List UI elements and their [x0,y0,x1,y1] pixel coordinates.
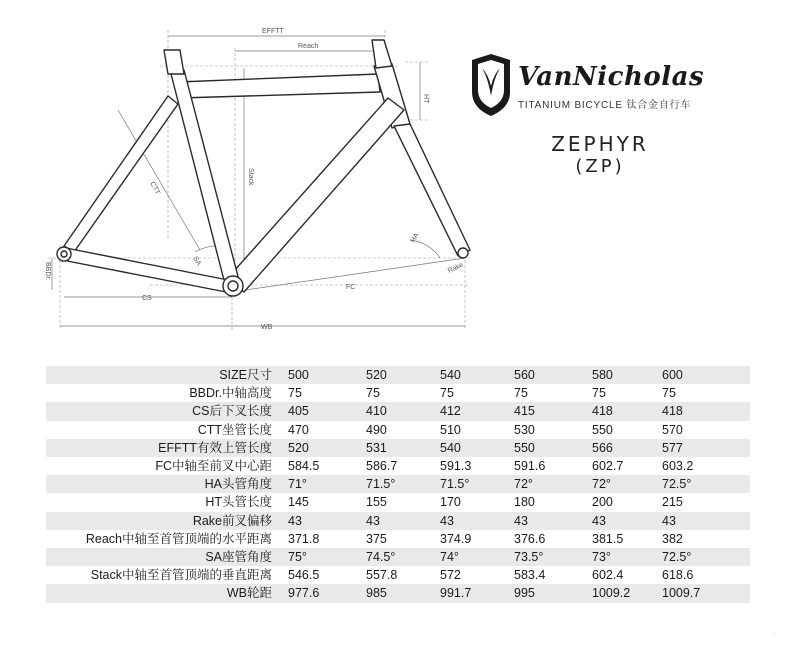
row-label: HA头管角度 [46,475,282,493]
table-cell: 584.5 [288,459,320,474]
table-cell: 71.5° [360,475,434,493]
model-name: ZEPHYR [551,132,649,156]
table-cell: 72.5° [656,475,750,493]
label-fc: FC [346,284,356,291]
row-label: CS后下叉长度 [46,402,282,420]
table-cell: 550 [508,439,586,457]
brand-block [470,48,770,128]
table-cell: 520 [360,366,434,384]
table-cell: 577 [656,439,750,457]
table-cell: 170 [440,495,461,510]
label-ctt: CTT [148,180,161,196]
table-row [46,548,750,566]
table-cell: 43 [508,512,586,530]
table-row [46,475,750,493]
table-cell: 557.8 [366,568,398,583]
table-cell: 540 [434,366,508,384]
table-cell: 602.7 [592,459,624,474]
table-cell: 560 [508,366,586,384]
table-cell: 75 [440,386,454,401]
row-label: EFFTT有效上管长度 [46,439,282,457]
model-code: (ZP) [575,156,625,177]
table-cell: 72° [508,475,586,493]
table-cell: 591.3 [440,459,472,474]
table-cell: 566 [586,439,656,457]
table-row [46,584,750,602]
table-cell: 572 [440,568,461,583]
table-cell: 546.5 [288,568,320,583]
table-row [46,512,750,530]
table-cell: 71° [282,475,360,493]
table-cell: 215 [662,495,683,510]
table-cell: 374.9 [440,531,472,546]
table-cell: 540 [434,439,508,457]
table-cell: 410 [360,402,434,420]
table-cell: 985 [360,584,434,602]
table-cell: 602.4 [592,568,624,583]
table-cell: 73.5° [508,548,586,566]
table-cell: 72° [586,475,656,493]
table-cell: 550 [592,422,613,437]
table-row [46,566,750,584]
brand-logo-icon [470,52,512,118]
table-cell: 43 [282,512,360,530]
table-cell: 1009.7 [656,584,750,602]
row-label: Stack中轴至首管顶端的垂直距离 [90,568,272,583]
table-cell: 618.6 [662,568,694,583]
table-cell: 977.6 [282,584,360,602]
table-cell: 180 [514,495,535,510]
table-row [46,530,750,548]
table-cell: 73° [586,548,656,566]
row-label: BBDr.中轴高度 [189,386,272,401]
table-row [46,366,750,384]
corner-mark: · [774,630,776,636]
table-cell: 500 [282,366,360,384]
table-cell: 510 [440,422,461,437]
label-bbdr: BBDr. [44,262,51,281]
table-cell: 570 [662,422,683,437]
label-efftt: EFFTT [262,28,284,35]
label-rake: Rake [446,261,465,275]
table-cell: 381.5 [592,531,624,546]
table-cell: 75 [592,386,606,401]
table-cell: 418 [586,402,656,420]
table-row [46,384,750,402]
row-label: SIZE尺寸 [46,366,282,384]
table-cell: 75 [288,386,302,401]
label-ht: HT [422,94,429,104]
brand-subtitle: TITANIUM BICYCLE 钛合金自行车 [518,100,692,111]
table-cell: 375 [366,531,387,546]
table-cell: 415 [508,402,586,420]
table-cell: 991.7 [434,584,508,602]
table-cell: 75 [514,386,528,401]
table-cell: 74° [434,548,508,566]
table-cell: 75 [662,386,676,401]
table-cell: 43 [586,512,656,530]
table-cell: 75° [282,548,360,566]
row-label: WB轮距 [46,584,282,602]
table-row [46,421,750,439]
table-cell: 43 [434,512,508,530]
table-cell: 520 [282,439,360,457]
table-row [46,493,750,511]
table-cell: 72.5° [656,548,750,566]
table-cell: 412 [434,402,508,420]
row-label: FC中轴至前叉中心距 [155,459,272,474]
table-row [46,402,750,420]
table-cell: 470 [288,422,309,437]
table-cell: 43 [360,512,434,530]
table-row [46,457,750,475]
table-cell: 600 [656,366,750,384]
label-reach: Reach [298,43,319,50]
table-cell: 200 [592,495,613,510]
table-cell: 418 [656,402,750,420]
table-cell: 405 [282,402,360,420]
row-label: Reach中轴至首管顶端的水平距离 [85,531,272,546]
table-cell: 155 [366,495,387,510]
table-cell: 530 [514,422,535,437]
table-cell: 376.6 [514,531,546,546]
row-label: HT头管长度 [205,495,272,510]
label-stack: Stack [247,168,254,186]
table-cell: 371.8 [288,531,320,546]
table-cell: 145 [288,495,309,510]
table-cell: 591.6 [514,459,546,474]
table-cell: 603.2 [662,459,694,474]
table-cell: 586.7 [366,459,398,474]
row-label: Rake前叉偏移 [46,512,282,530]
geometry-table [46,366,750,603]
label-wb: WB [261,324,273,331]
table-cell: 43 [656,512,750,530]
label-cs: CS [142,295,152,302]
table-cell: 75 [366,386,380,401]
brand-name: VanNicholas [518,62,705,92]
label-ha: HA [409,232,421,244]
row-label: SA座管角度 [46,548,282,566]
table-cell: 382 [662,531,683,546]
table-cell: 74.5° [360,548,434,566]
table-cell: 490 [366,422,387,437]
table-row [46,439,750,457]
table-cell: 995 [508,584,586,602]
table-cell: 71.5° [434,475,508,493]
table-cell: 1009.2 [586,584,656,602]
label-sa: SA [191,255,203,268]
table-cell: 580 [586,366,656,384]
table-cell: 531 [360,439,434,457]
table-cell: 583.4 [514,568,546,583]
row-label: CTT坐管长度 [197,422,272,437]
